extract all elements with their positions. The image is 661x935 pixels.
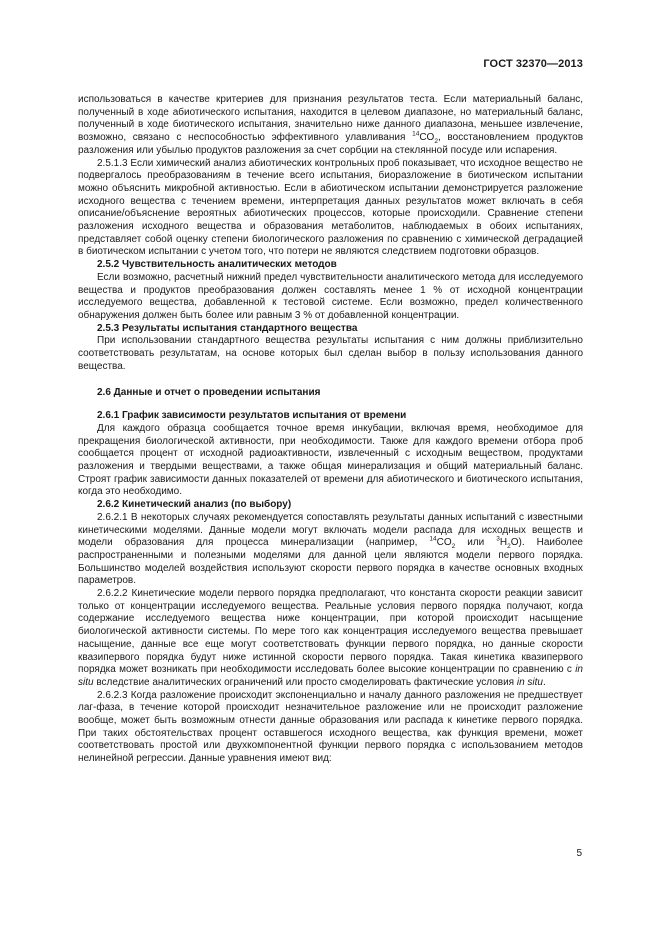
heading-2-6-2: 2.6.2 Кинетический анализ (по выбору) [97,499,292,511]
paragraph-2-5-1-3: 2.5.1.3 Если химический анализ абиотических контрольных проб показывает, что исходное вещество не подвергалось преобразованиям в течение всего испытания, биоразложение в биотическом испытании можно объяснить микробной активностью. Если в абиотическом испытании демонстрируется разложение исходного вещества с течением времени, интерпретация данных результатов может включать в себя описание/объяснение вероятных абиотических процессов, которые происходили. Сравнение степени разложения исходного вещества и образования метаболитов, наблюдаемых в обоих испытаниях, представляет собой оценку степени биологического разложения по сравнению с химической деградацией в биотическом испытании с учетом того, что потери не являются следствием подготовки образцов. [78,157,583,258]
paragraph-2-6-2-3: 2.6.2.3 Когда разложение происходит экспоненциально и началу данного разложения не предшествует лаг-фаза, в течение которой происходит незначительное разложение или не происходит разложение вообще, может быть возможным отнести данные образования или распада к кинетике первого порядка. При таких обстоятельствах процент оставшегося исходного вещества, как функция времени, может соответствовать простой или двухкомпонентной функции первого порядка с использованием методов нелинейной регрессии. Данные уравнения имеют вид: [78,689,583,765]
paragraph-2-6-2-1: 2.6.2.1 В некоторых случаях рекомендуется сопоставлять результаты данных испытаний с известными кинетическими моделями. Данные модели могут включать модели распада для исходных веществ и модели образования для процесса минерализации (например, $^{14}CO_2$ или $^3H_2O$). Наиболее распространенными и полезными моделями для данной цели являются модели первого порядка. Большинство моделей воздействия используют скорости первого порядка в качестве основных входных параметров. [78,511,583,587]
paragraph: использоваться в качестве критериев для признания результатов теста. Если материальный баланс, полученный в ходе абиотического испытания, находится в целевом диапазоне, но материальный баланс, полученный в ходе биотического испытания, значительно ниже данного диапазона, меньшее извлечение, возможно, связано с неспособностью эффективного улавливания $^{14}CO_2$, восстановлением продуктов разложения или убылью продуктов разложения за счет сорбции на стеклянной посуде или испарения. [78,94,584,156]
heading-2-6-1: 2.6.1 График зависимости результатов испытания от времени [97,410,407,422]
page-number: 5 [576,848,582,859]
spacer [78,373,583,387]
heading-2-5-3: 2.5.3 Результаты испытания стандартного вещества [97,322,358,334]
paragraph-2-5-2: Если возможно, расчетный нижний предел чувствительности аналитического метода для исследуемого вещества и продуктов преобразования должен составлять менее 1 % от исходной концентрации исследуемого вещества, добавленной к тестовой системе. Если возможно, предел количественного обнаружения должен быть более или равным 3 % от добавленной концентрации. [78,271,583,321]
paragraph-2-6-2-2: 2.6.2.2 Кинетические модели первого порядка предполагают, что константа скорости реакции зависит только от концентрации исследуемого вещества. Реальные условия первого порядка получают, когда содержание исследуемого вещества ниже концентрации, при которой происходит насыщение биологической активности системы. По мере того как концентрация исследуемого вещества превышает насыщение, данные все еще могут соответствовать функции первого порядка, но данные скорости квазипервого порядка будут ниже истинной скорости первого порядка. Такая кинетика квазипервого порядка может возникать при необходимости исследовать более высокие концентрации по сравнению с in situ вследствие аналитических ограничений или просто смоделировать фактические условия in situ. [78,588,583,688]
heading-2-5-2: 2.5.2 Чувствительность аналитических методов [97,259,337,271]
heading-2-6: 2.6 Данные и отчет о проведении испытания [97,387,321,399]
document-body [78,94,583,766]
paragraph-2-6-1: Для каждого образца сообщается точное время инкубации, включая время, необходимое для прекращения биологической активности, при необходимости. Также для каждого времени отбора проб сообщается процент от исходной радиоактивности, извлеченный с исходным веществом, продуктами разложения и твердыми веществами, а также общая минерализация и общий материальный баланс. Строят график зависимости данных показателей от времени для абиотического и биотического испытания, когда это необходимо. [78,422,583,498]
standard-number: ГОСТ 32370—2013 [483,58,583,70]
spacer [78,400,583,410]
paragraph-2-5-3: При использовании стандартного вещества результаты испытания с ним должны приблизительно соответствовать результатам, на основе которых был сделан выбор в пользу использования данного вещества. [78,335,583,372]
